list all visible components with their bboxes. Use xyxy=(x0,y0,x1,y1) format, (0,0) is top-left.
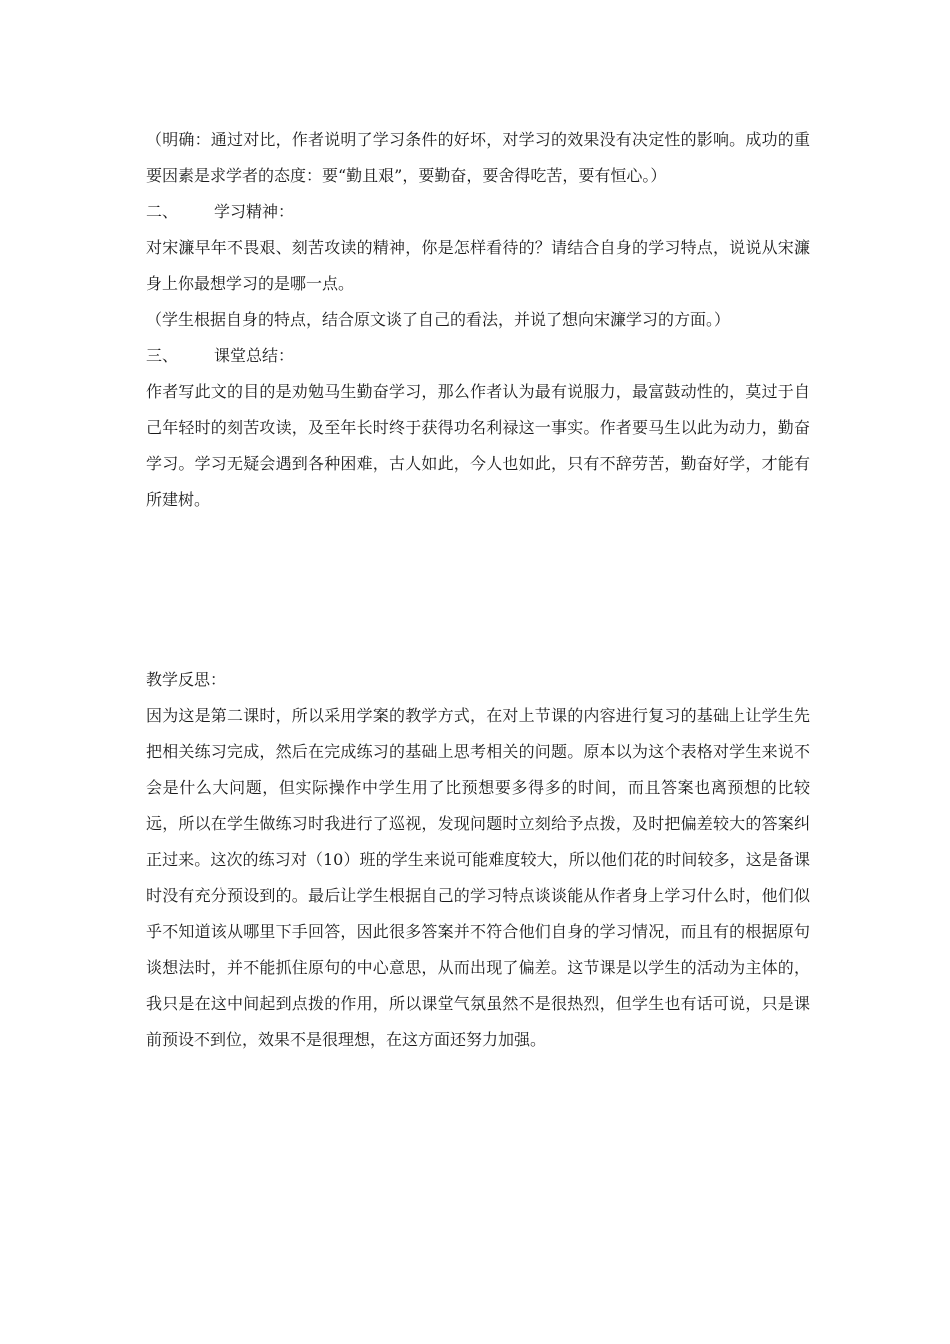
section-heading-summary xyxy=(146,338,810,374)
section-title: 学习精神： xyxy=(214,202,295,221)
summary-paragraph: 作者写此文的目的是劝勉马生勤奋学习，那么作者认为最有说服力，最富鼓动性的，莫过于自己年轻时的刻苦攻读，及至年长时终于获得功名利禄这一事实。作者要马生以此为动力，勤奋学习。学习无疑会遇到各种困难，古人如此，今人也如此，只有不辞劳苦，勤奋好学，才能有所建树。 xyxy=(146,382,810,509)
document-page xyxy=(146,122,810,1058)
answer-paragraph: （学生根据自身的特点，结合原文谈了自己的看法，并说了想向宋濂学习的方面。） xyxy=(146,310,731,329)
clarify-paragraph: （明确：通过对比，作者说明了学习条件的好坏，对学习的效果没有决定性的影响。成功的重要因素是求学者的态度：要“勤且艰”，要勤奋，要舍得吃苦，要有恒心。） xyxy=(146,130,810,185)
section-title: 课堂总结： xyxy=(214,346,295,365)
blank-space xyxy=(146,518,810,662)
reflection-paragraph: 因为这是第二课时，所以采用学案的教学方式，在对上节课的内容进行复习的基础上让学生先把相关练习完成，然后在完成练习的基础上思考相关的问题。原本以为这个表格对学生来说不会是什么大问题，但实际操作中学生用了比预想要多得多的时间，而且答案也离预想的比较远，所以在学生做练习时我进行了巡视，发现问题时立刻给予点拨，及时把偏差较大的答案纠正过来。这次的练习对（10）班的学生来说可能难度较大，所以他们花的时间较多，这是备课时没有充分预设到的。最后让学生根据自己的学习特点谈谈能从作者身上学习什么时，他们似乎不知道该从哪里下手回答，因此很多答案并不符合他们自身的学习情况，而且有的根据原句谈想法时，并不能抓住原句的中心意思，从而出现了偏差。这节课是以学生的活动为主体的，我只是在这中间起到点拨的作用，所以课堂气氛虽然不是很热烈，但学生也有话可说，只是课前预设不到位，效果不是很理想，在这方面还努力加强。 xyxy=(146,706,810,1049)
question-paragraph: 对宋濂早年不畏艰、刻苦攻读的精神，你是怎样看待的？请结合自身的学习特点，说说从宋濂身上你最想学习的是哪一点。 xyxy=(146,238,810,293)
section-heading-spirit xyxy=(146,194,810,230)
section-number: 二、 xyxy=(146,202,179,221)
section-number: 三、 xyxy=(146,346,179,365)
reflection-title: 教学反思： xyxy=(146,670,227,689)
